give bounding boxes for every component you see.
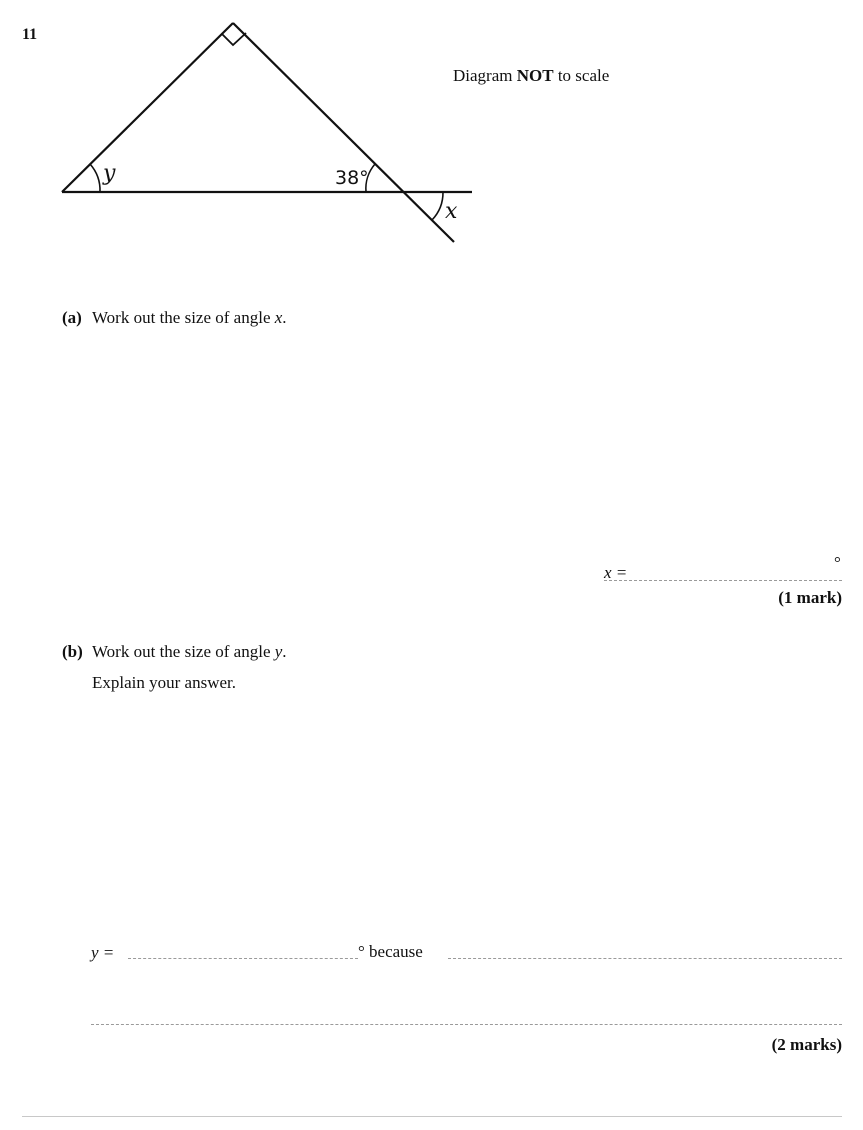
footer-divider xyxy=(22,1116,842,1117)
answer-y-prefix: y = xyxy=(91,943,115,962)
reason-field-line1[interactable] xyxy=(448,958,842,959)
angle-x-label: x xyxy=(445,199,458,224)
diagram-note-prefix: Diagram xyxy=(453,66,517,85)
answer-x-field[interactable] xyxy=(604,580,842,581)
answer-x-prefix: x = xyxy=(604,563,628,582)
part-a-variable: x xyxy=(274,308,283,327)
diagram-note xyxy=(453,66,609,86)
part-a-marks: (1 mark) xyxy=(778,588,842,607)
part-b-question xyxy=(92,642,287,662)
diagram-note-suffix: to scale xyxy=(553,66,610,85)
reason-field-line2[interactable] xyxy=(91,1024,842,1025)
triangle-diagram xyxy=(0,0,863,260)
left-side xyxy=(62,23,233,192)
angle-y-arc xyxy=(90,164,100,192)
part-b-instruction: Explain your answer. xyxy=(92,673,236,692)
part-b-marks: (2 marks) xyxy=(771,1035,842,1054)
answer-y-field[interactable] xyxy=(128,958,358,959)
part-a-text: Work out the size of angle xyxy=(92,308,275,327)
part-a-text-end: . xyxy=(282,308,287,327)
right-side xyxy=(233,23,454,242)
question-number: 11 xyxy=(22,26,38,43)
part-a-question xyxy=(92,308,287,328)
part-a-label: (a) xyxy=(62,308,82,327)
angle-x-arc xyxy=(432,192,443,220)
part-b-label: (b) xyxy=(62,642,83,661)
part-b-text: Work out the size of angle xyxy=(92,642,275,661)
part-b-text-end: . xyxy=(282,642,287,661)
right-angle-marker xyxy=(222,33,246,45)
diagram-note-bold: NOT xyxy=(516,66,554,85)
angle-y-label: y xyxy=(103,161,116,186)
answer-x-degree: ° xyxy=(834,553,841,572)
answer-y-because: ° because xyxy=(358,942,423,961)
angle-38-label: 38° xyxy=(335,167,369,189)
part-b-variable: y xyxy=(274,642,283,661)
